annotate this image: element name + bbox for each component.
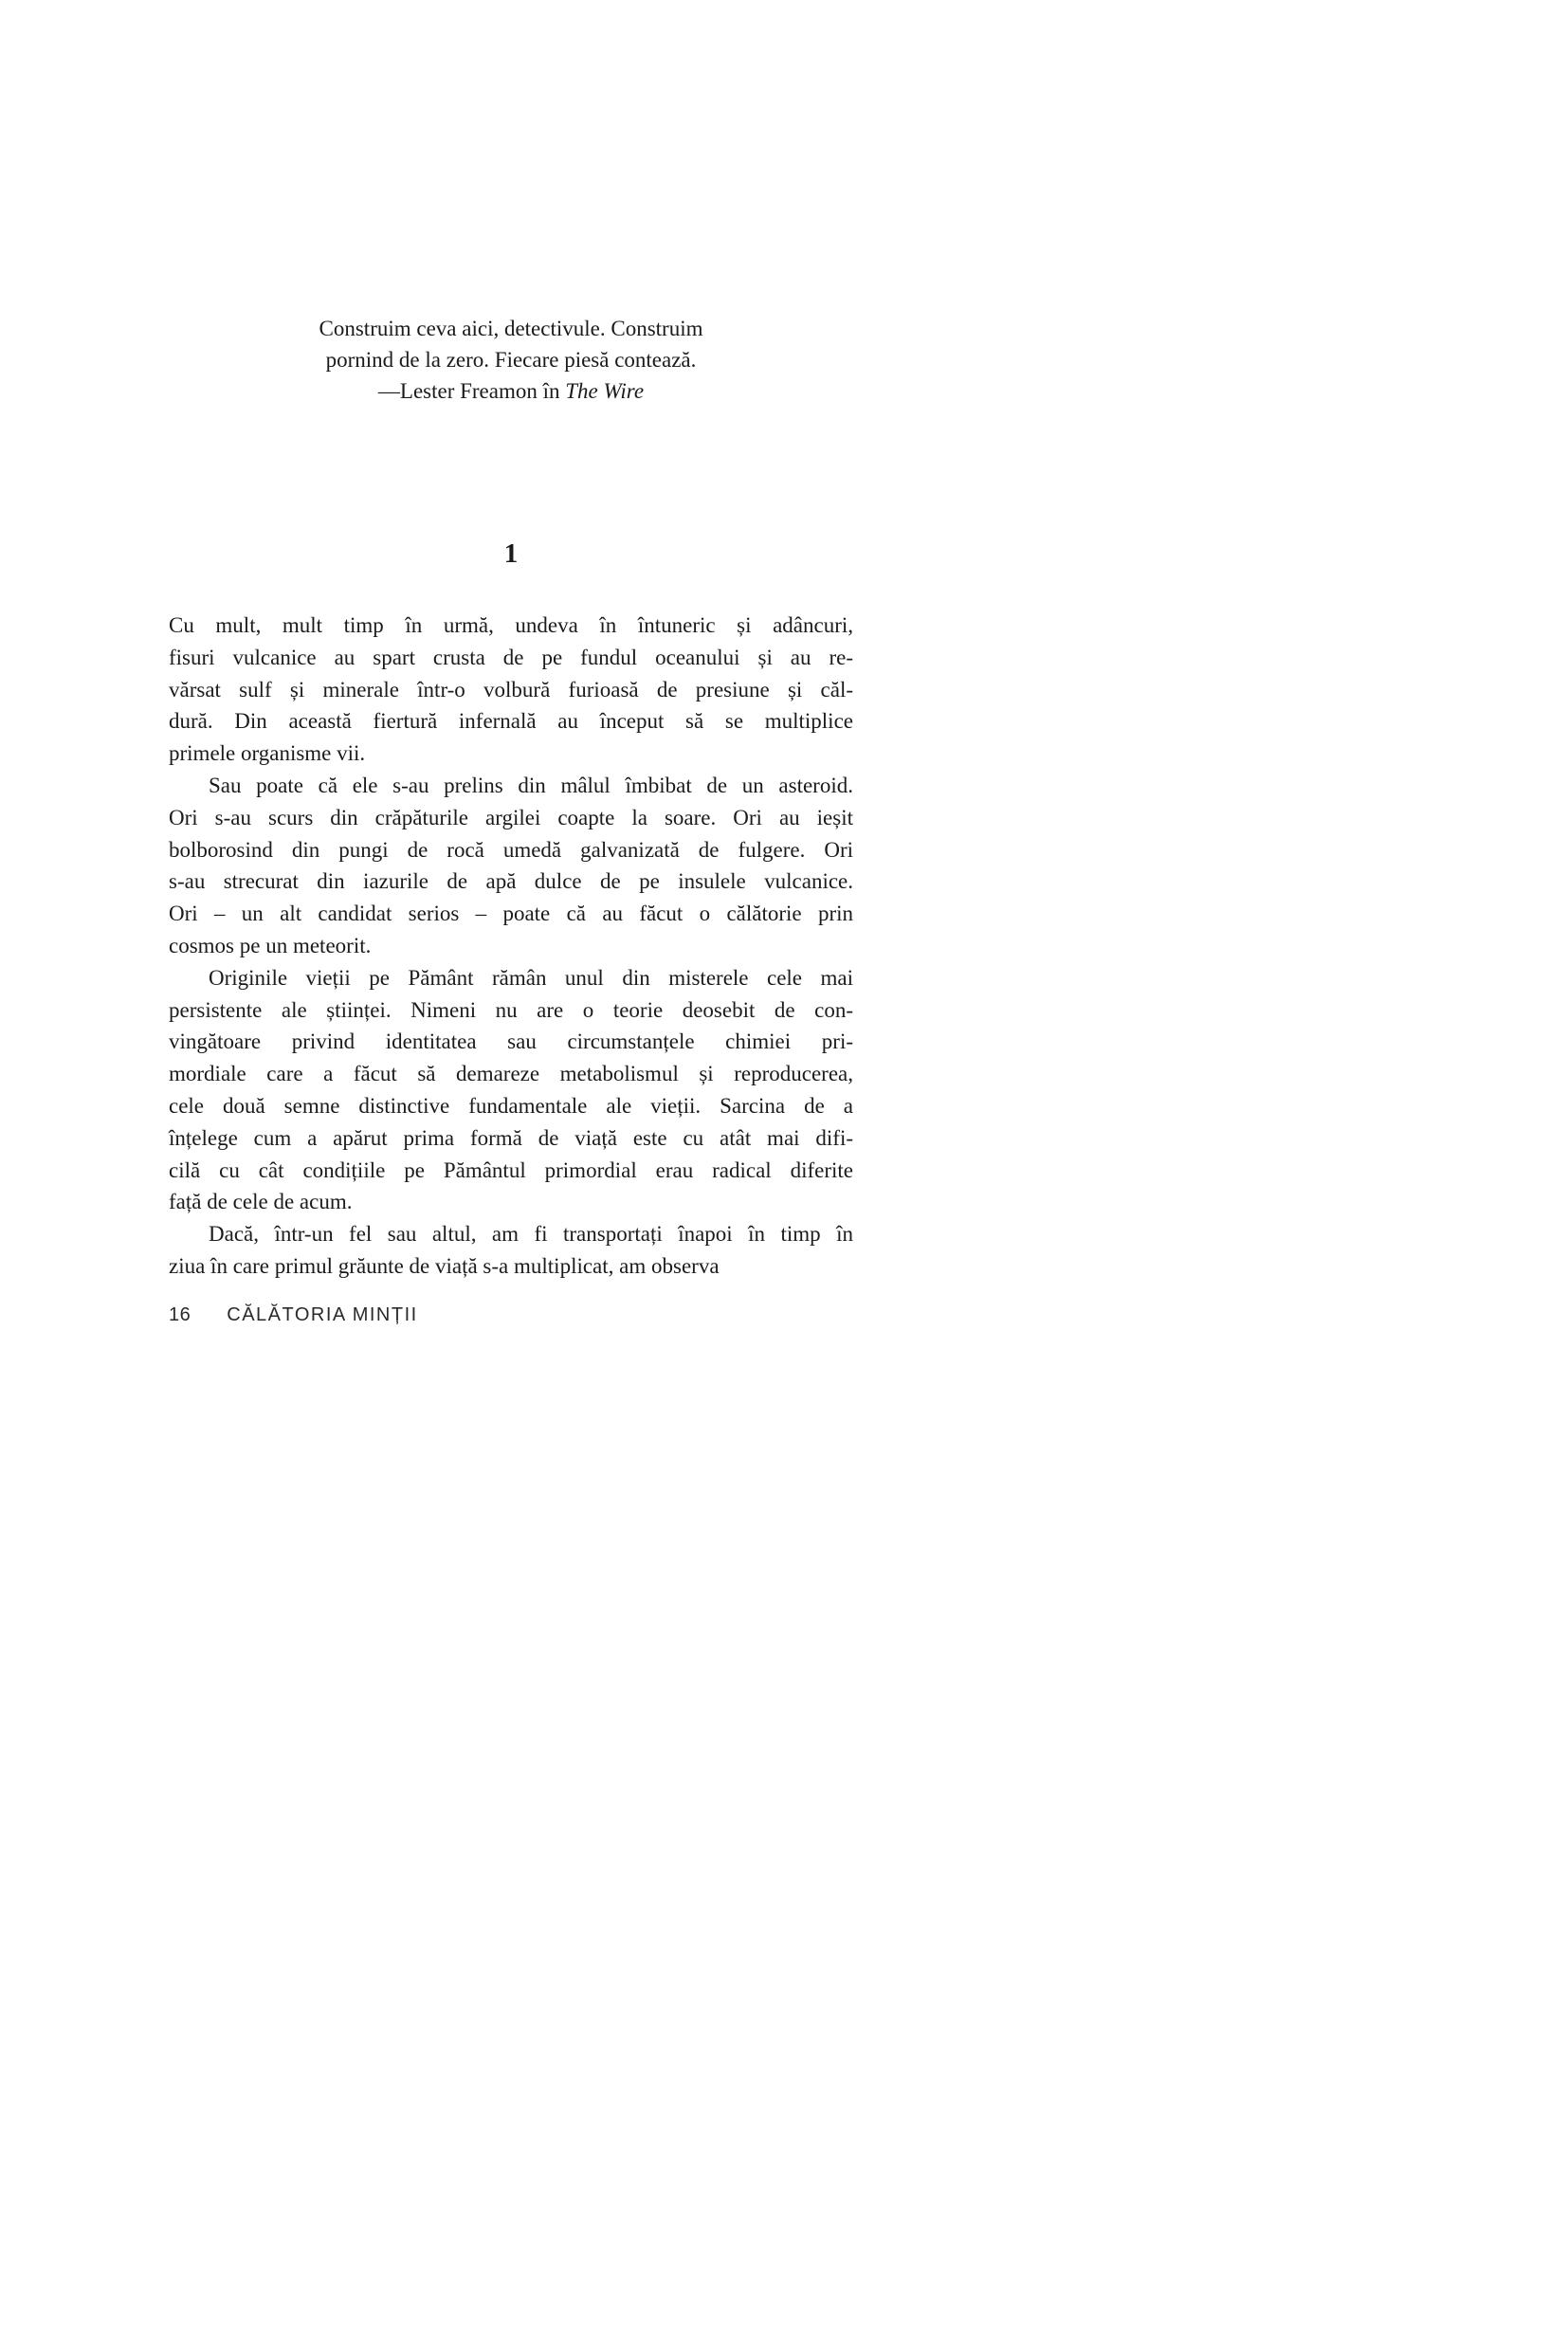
text-line: primele organisme vii. bbox=[169, 741, 366, 766]
text-line: vărsat sulf și minerale într-o volbură furioasă de presiune și căl- bbox=[169, 677, 853, 702]
epigraph-line-2: pornind de la zero. Fiecare piesă contează. bbox=[325, 348, 697, 372]
epigraph-line-1: Construim ceva aici, detectivule. Construim bbox=[319, 317, 703, 340]
text-line: cosmos pe un meteorit. bbox=[169, 933, 372, 957]
paragraph bbox=[169, 770, 853, 962]
text-line: persistente ale științei. Nimeni nu are o teorie deosebit de con- bbox=[169, 997, 853, 1022]
text-line: Dacă, într-un fel sau altul, am fi transportați înapoi în timp în bbox=[209, 1222, 853, 1247]
text-line: Ori – un alt candidat serios – poate că au făcut o călătorie prin bbox=[169, 902, 853, 926]
running-title: CĂLĂTORIA MINȚII bbox=[227, 1304, 418, 1325]
text-line: înțelege cum a apărut prima formă de viață este cu atât mai difi- bbox=[169, 1125, 853, 1150]
text-line: cilă cu cât condițiile pe Pământul primordial erau radical diferite bbox=[169, 1157, 853, 1182]
body-text bbox=[169, 610, 853, 1283]
text-line: față de cele de acum. bbox=[169, 1190, 353, 1214]
paragraph bbox=[169, 962, 853, 1218]
page-number: 16 bbox=[169, 1304, 191, 1325]
attribution-text: —Lester Freamon în bbox=[377, 379, 566, 403]
attribution-work-title: The Wire bbox=[565, 379, 645, 403]
text-line: Sau poate că ele s-au prelins din mâlul îmbibat de un asteroid. bbox=[209, 773, 853, 797]
text-line: Ori s-au scurs din crăpăturile argilei coapte la soare. Ori au ieșit bbox=[169, 805, 853, 829]
text-line: dură. Din această fiertură infernală au început să se multiplice bbox=[169, 709, 853, 734]
text-column bbox=[169, 0, 853, 1325]
text-line: s-au strecurat din iazurile de apă dulce de pe insulele vulcanice. bbox=[169, 869, 853, 894]
chapter-number: 1 bbox=[503, 538, 519, 569]
text-line: fisuri vulcanice au spart crusta de pe fundul oceanului și au re- bbox=[169, 645, 853, 669]
text-line: ziua în care primul grăunte de viață s-a multiplicat, am observa bbox=[169, 1253, 720, 1278]
text-line: mordiale care a făcut să demareze metabolismul și reproducerea, bbox=[169, 1062, 853, 1086]
page-footer bbox=[169, 1304, 853, 1326]
paragraph bbox=[169, 610, 853, 770]
text-line: bolborosind din pungi de rocă umedă galvanizată de fulgere. Ori bbox=[169, 837, 853, 862]
epigraph-attribution bbox=[169, 375, 853, 407]
text-line: cele două semne distinctive fundamentale ale vieții. Sarcina de a bbox=[169, 1093, 853, 1118]
paragraph bbox=[169, 1218, 853, 1283]
text-line: Originile vieții pe Pământ rămân unul din misterele cele mai bbox=[209, 965, 853, 990]
text-line: Cu mult, mult timp în urmă, undeva în întuneric și adâncuri, bbox=[169, 613, 853, 637]
text-line: vingătoare privind identitatea sau circumstanțele chimiei pri- bbox=[169, 1030, 853, 1054]
epigraph bbox=[169, 313, 853, 407]
